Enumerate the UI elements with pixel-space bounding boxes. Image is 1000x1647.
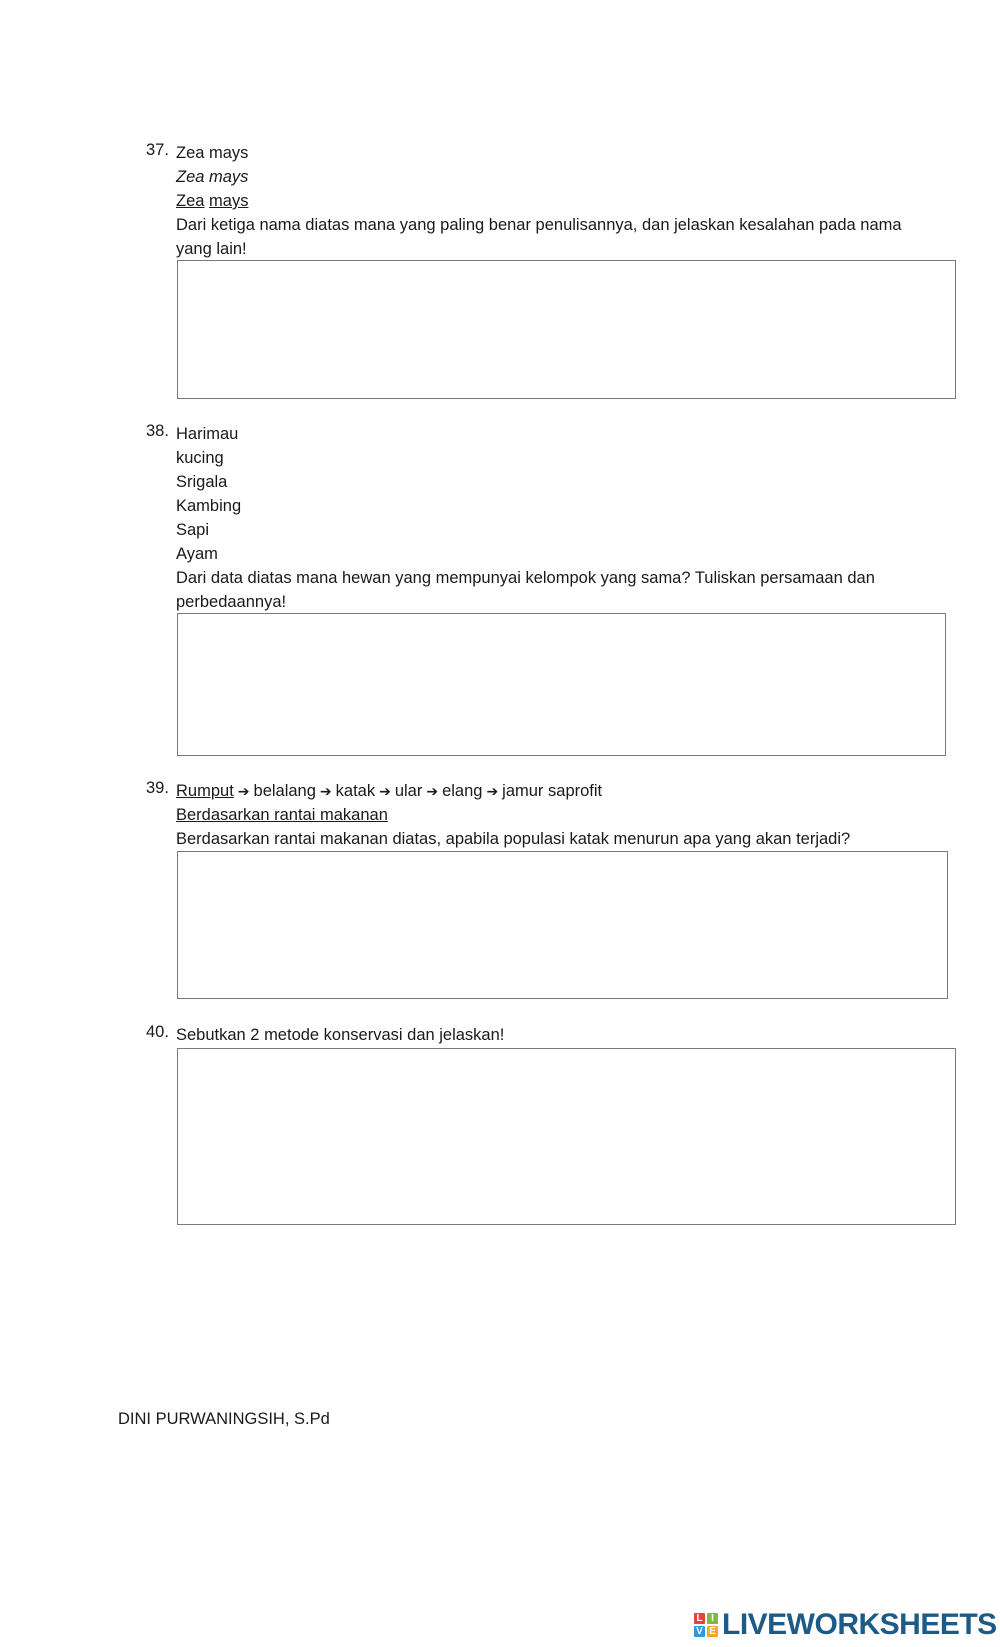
animal-item: Kambing <box>176 497 242 515</box>
liveworksheets-logo <box>694 1609 997 1641</box>
chain-item: katak <box>335 782 376 800</box>
chain-item: ular <box>394 782 423 800</box>
logo-mark-letter: V <box>694 1626 705 1637</box>
arrow-right-icon: ➔ <box>379 783 391 799</box>
food-chain <box>176 779 936 803</box>
author-footer: DINI PURWANINGSIH, S.Pd <box>118 1410 330 1428</box>
question-text: Dari ketiga nama diatas mana yang paling benar penulisannya, dan jelaskan kesalahan pada nama yang lain! <box>176 216 902 258</box>
logo-mark-letter: E <box>707 1626 718 1637</box>
answer-box-39[interactable] <box>177 851 948 999</box>
logo-mark-letter: I <box>707 1613 718 1624</box>
arrow-right-icon: ➔ <box>426 783 439 799</box>
brand-name: LIVEWORKSHEETS <box>722 1608 997 1641</box>
animal-item: Srigala <box>176 473 228 491</box>
arrow-right-icon: ➔ <box>319 783 332 799</box>
question-text: Berdasarkan rantai makanan diatas, apabila populasi katak menurun apa yang akan terjadi? <box>176 830 851 848</box>
question-text: Sebutkan 2 metode konservasi dan jelaskan! <box>176 1026 505 1044</box>
species-underlined: mays <box>209 192 249 210</box>
genus-underlined: Zea <box>176 192 205 210</box>
chain-item: belalang <box>253 782 316 800</box>
answer-box-40[interactable] <box>177 1048 956 1225</box>
question-number: 40. <box>146 1023 169 1041</box>
logo-mark-icon <box>694 1613 718 1637</box>
species-name-plain: Zea mays <box>176 144 249 162</box>
animal-item: kucing <box>176 449 224 467</box>
answer-box-37[interactable] <box>177 260 956 399</box>
chain-item: Rumput <box>176 782 234 800</box>
chain-item: jamur saprofit <box>502 782 603 800</box>
arrow-right-icon: ➔ <box>237 783 250 799</box>
answer-box-38[interactable] <box>177 613 946 756</box>
logo-mark-letter: L <box>694 1613 705 1624</box>
animal-item: Sapi <box>176 521 210 539</box>
question-text: Dari data diatas mana hewan yang mempunyai kelompok yang sama? Tuliskan persamaan dan perbedaannya! <box>176 569 875 611</box>
chain-item: elang <box>442 782 483 800</box>
animal-item: Ayam <box>176 545 218 563</box>
arrow-right-icon: ➔ <box>486 783 499 799</box>
question-number: 37. <box>146 141 169 159</box>
animal-item: Harimau <box>176 425 239 443</box>
species-name-underlined <box>176 189 936 213</box>
question-subtitle: Berdasarkan rantai makanan <box>176 806 388 824</box>
species-name-italic: Zea mays <box>176 168 249 186</box>
question-number: 38. <box>146 422 169 440</box>
question-number: 39. <box>146 779 169 797</box>
